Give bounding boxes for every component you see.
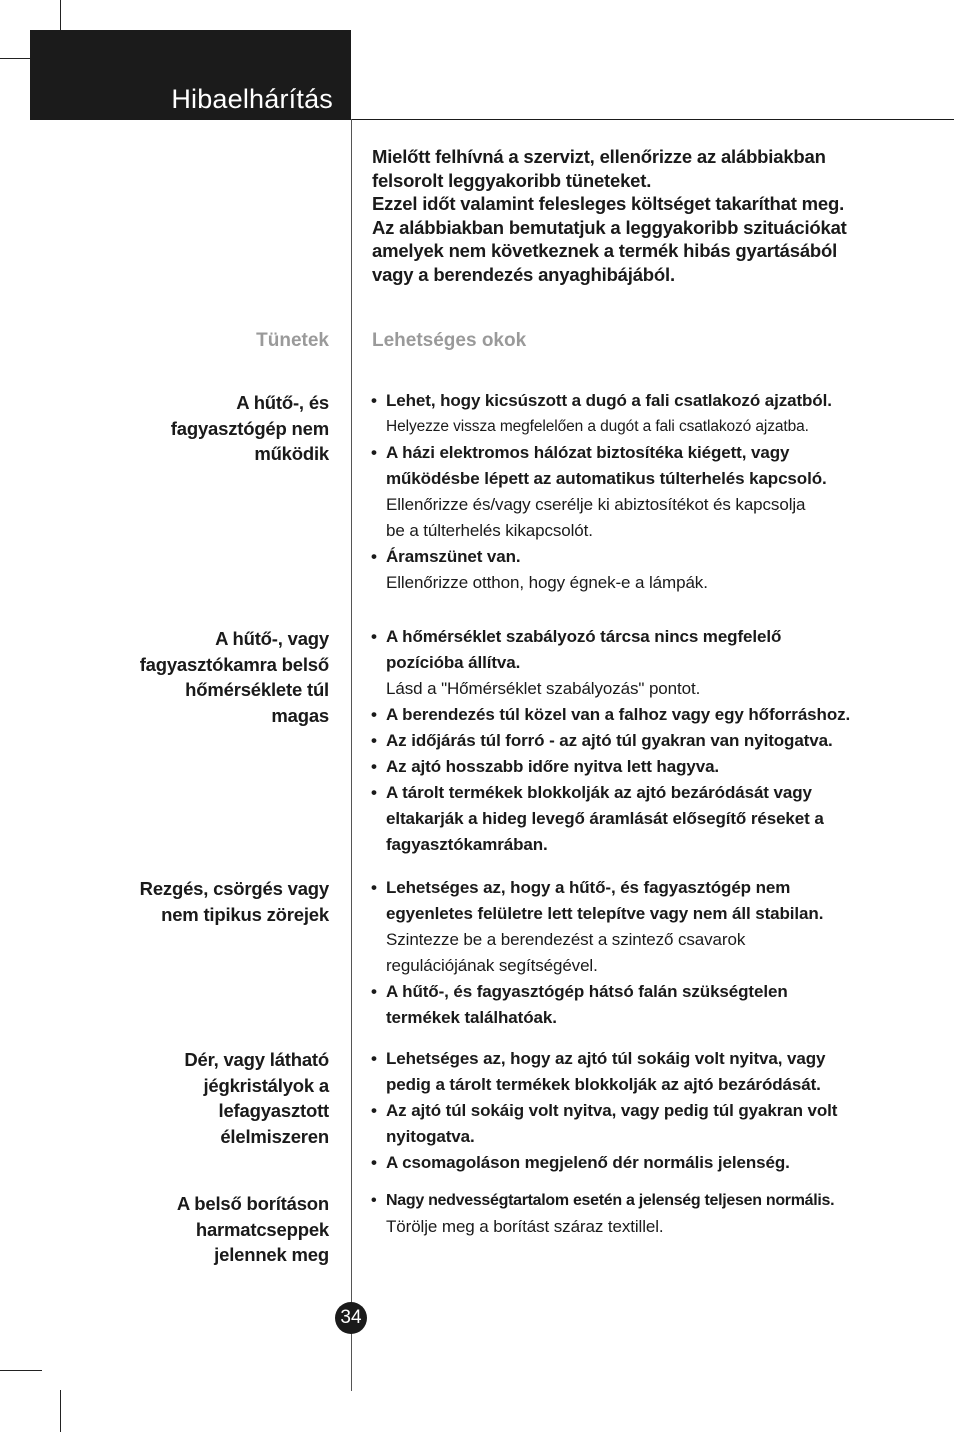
cause-item — [371, 875, 946, 901]
symptom-line: fagyasztókamra belső — [139, 653, 329, 675]
cause-text: termékek találhatóak. — [386, 1008, 557, 1027]
cause-text: A tárolt termékek blokkolják az ajtó bezáródását vagy — [386, 783, 812, 802]
cause-text: Nagy nedvességtartalom esetén a jelenség teljesen normális. — [386, 1192, 835, 1209]
bullet: • — [371, 878, 377, 897]
crop-mark — [0, 58, 30, 59]
bullet: • — [371, 627, 377, 646]
intro-line: Mielőtt felhívná a szervizt, ellenőrizze az alábbiakban — [372, 146, 826, 167]
symptom-line: Dér, vagy látható — [184, 1049, 329, 1070]
cause-text: működésbe lépett az automatikus túlterhelés kapcsoló. — [386, 469, 827, 488]
intro-line: vagy a berendezés anyaghibájából. — [372, 263, 675, 285]
bullet: • — [371, 391, 377, 410]
cause-item — [371, 440, 946, 466]
cause-text: fagyasztókamrában. — [386, 835, 548, 854]
bullet: • — [371, 547, 377, 566]
cause-list — [371, 388, 946, 596]
symptom-line: lefagyasztott — [218, 1100, 329, 1121]
cause-text: eltakarják a hideg levegő áramlását elősegítő réseket a — [386, 809, 824, 828]
cause-list — [371, 875, 946, 1031]
symptom-label — [140, 626, 329, 728]
remedy-text: Helyezze vissza megfelelően a dugót a fali csatlakozó ajzatba. — [386, 418, 809, 435]
cause-item — [371, 780, 946, 806]
symptom-line: Rezgés, csörgés vagy — [139, 878, 329, 899]
crop-mark — [0, 1370, 42, 1371]
cause-item — [371, 1046, 946, 1072]
cause-item — [371, 388, 946, 414]
cause-list — [371, 1188, 946, 1240]
header-rule — [30, 119, 954, 120]
bullet: • — [371, 1049, 377, 1068]
bullet: • — [371, 443, 377, 462]
symptom-line: működik — [254, 443, 329, 464]
bullet: • — [371, 783, 377, 802]
cause-text: pozícióba állítva. — [386, 653, 521, 672]
symptom-label — [184, 1047, 329, 1149]
symptom-label — [177, 1191, 329, 1268]
cause-text: Az időjárás túl forró - az ajtó túl gyakran van nyitogatva. — [386, 731, 833, 750]
cause-item — [371, 702, 946, 728]
symptom-line: fagyasztógép nem — [170, 417, 329, 439]
symptom-label — [140, 876, 329, 927]
cause-text: egyenletes felületre lett telepítve vagy nem áll stabilan. — [386, 904, 824, 923]
cause-list — [371, 1046, 946, 1176]
bullet: • — [371, 731, 377, 750]
cause-item — [371, 1150, 946, 1176]
cause-item — [371, 979, 946, 1005]
bullet: • — [371, 1192, 377, 1209]
cause-text: A hűtő-, és fagyasztógép hátsó falán szükségtelen — [386, 982, 788, 1001]
cause-text: A hőmérséklet szabályozó tárcsa nincs megfelelő — [386, 627, 782, 646]
intro-line: felsorolt leggyakoribb tüneteket. — [372, 169, 652, 191]
cause-item — [371, 1188, 946, 1214]
cause-text: Az ajtó túl sokáig volt nyitva, vagy pedig túl gyakran volt — [386, 1101, 838, 1120]
remedy-text: Lásd a "Hőmérséklet szabályozás" pontot. — [386, 679, 701, 698]
page-number: 34 — [335, 1302, 367, 1334]
symptom-line: A hűtő-, vagy — [215, 628, 329, 649]
cause-item — [371, 1098, 946, 1124]
cause-text: A berendezés túl közel van a falhoz vagy egy hőforráshoz. — [386, 705, 851, 724]
symptom-line: nem tipikus zörejek — [161, 903, 329, 925]
symptom-line: A belső borításon — [176, 1193, 329, 1214]
symptoms-heading: Tünetek — [256, 330, 329, 351]
cause-text: Lehetséges az, hogy a hűtő-, és fagyasztógép nem — [386, 878, 791, 897]
cause-text: pedig a tárolt termékek blokkolják az ajtó bezáródását. — [386, 1075, 821, 1094]
intro-line: Ezzel időt valamint felesleges költséget takaríthat meg. — [372, 193, 845, 214]
bullet: • — [371, 757, 377, 776]
cause-item — [371, 624, 946, 650]
remedy-text: regulációjának segítségével. — [386, 956, 598, 975]
intro-paragraph — [372, 145, 942, 286]
cause-text: Az ajtó hosszabb időre nyitva lett hagyva. — [386, 757, 720, 776]
symptom-label — [171, 390, 329, 467]
bullet: • — [371, 1101, 377, 1120]
crop-mark — [60, 1390, 61, 1432]
cause-text: Áramszünet van. — [386, 547, 521, 566]
cause-text: nyitogatva. — [386, 1127, 475, 1146]
intro-line: Az alábbiakban bemutatjuk a leggyakoribb szituációkat — [372, 216, 847, 238]
cause-text: A csomagoláson megjelenő dér normális jelenség. — [386, 1153, 790, 1172]
symptom-line: jégkristályok a — [203, 1074, 329, 1096]
remedy-text: be a túlterhelés kikapcsolót. — [386, 521, 593, 540]
causes-heading: Lehetséges okok — [372, 330, 527, 351]
cause-text: Lehet, hogy kicsúszott a dugó a fali csatlakozó ajzatból. — [386, 391, 832, 410]
page-title: Hibaelhárítás — [171, 84, 333, 114]
remedy-text: Törölje meg a borítást száraz textillel. — [386, 1217, 664, 1236]
remedy-text: Ellenőrizze és/vagy cserélje ki abiztosítékot és kapcsolja — [386, 495, 806, 514]
cause-list — [371, 624, 946, 858]
cause-item — [371, 754, 946, 780]
remedy-text: Ellenőrizze otthon, hogy égnek-e a lámpák. — [386, 573, 708, 592]
intro-line: amelyek nem következnek a termék hibás gyartásából — [372, 240, 838, 261]
bullet: • — [371, 982, 377, 1001]
header-bar — [30, 30, 351, 119]
bullet: • — [371, 705, 377, 724]
symptom-line: élelmiszeren — [220, 1125, 329, 1147]
remedy-text: Szintezze be a berendezést a szintező csavarok — [386, 930, 746, 949]
symptom-line: hőmérséklete túl — [185, 679, 329, 700]
bullet: • — [371, 1153, 377, 1172]
symptom-line: A hűtő-, és — [236, 392, 329, 413]
cause-text: A házi elektromos hálózat biztosítéka kiégett, vagy — [386, 443, 790, 462]
cause-item — [371, 544, 946, 570]
column-divider — [351, 119, 352, 1391]
symptom-line: jelennek meg — [214, 1244, 329, 1265]
cause-text: Lehetséges az, hogy az ajtó túl sokáig volt nyitva, vagy — [386, 1049, 826, 1068]
crop-mark — [60, 0, 61, 30]
cause-item — [371, 728, 946, 754]
symptom-line: harmatcseppek — [195, 1218, 329, 1240]
symptom-line: magas — [271, 704, 329, 726]
